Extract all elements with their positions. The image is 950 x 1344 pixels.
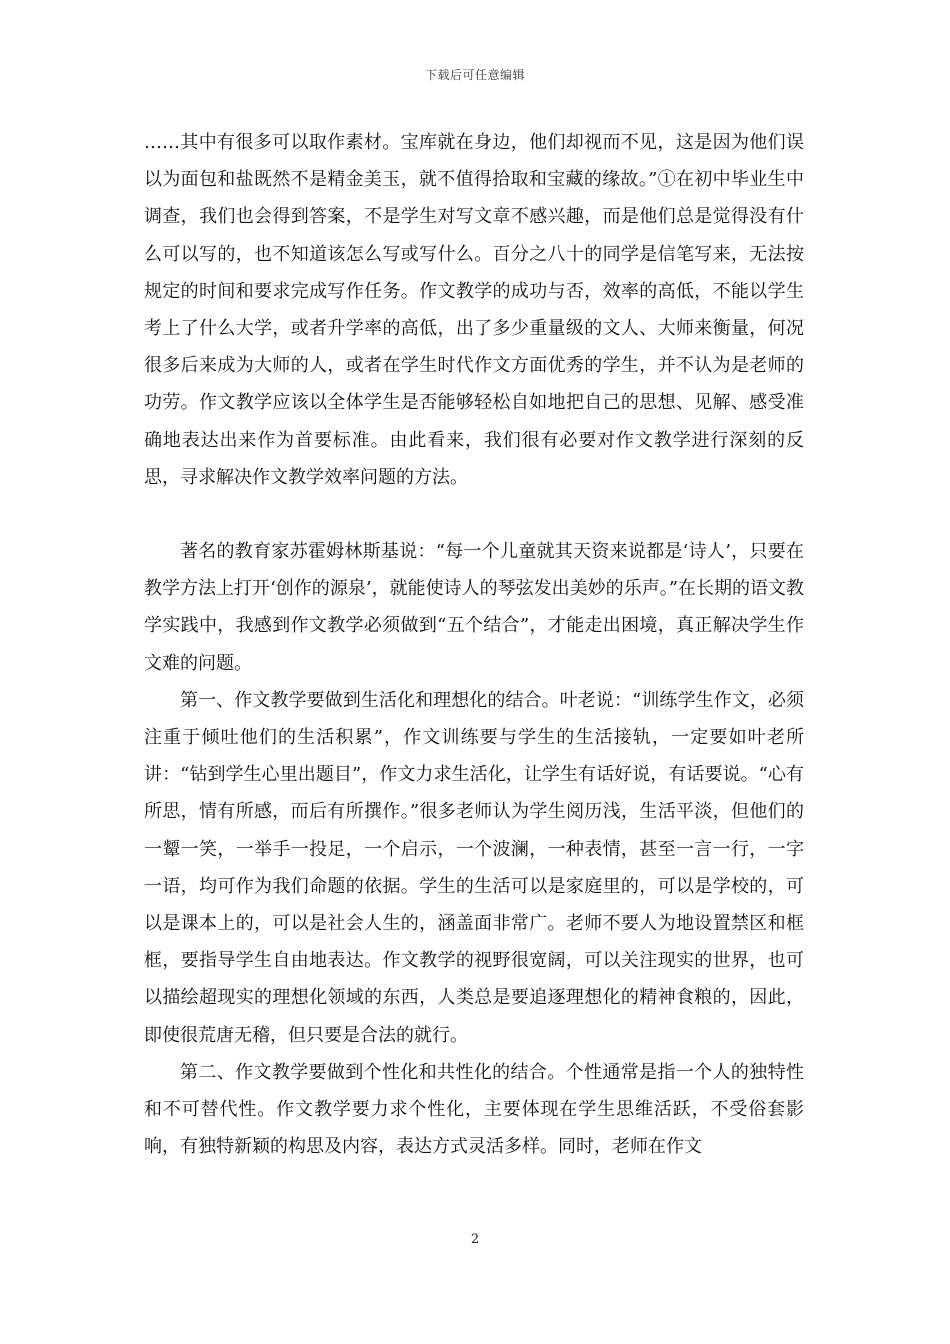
document-body <box>144 124 804 1165</box>
paragraph-point-two: 第二、作文教学要做到个性化和共性化的结合。个性通常是指一个人的独特性和不可替代性。作文教学要力求个性化，主要体现在学生思维活跃，不受俗套影响，有独特新颖的构思及内容，表达方式灵活多样。同时，老师在作文 <box>144 1061 804 1158</box>
paragraph-suhomlinsky-quote: 著名的教育家苏霍姆林斯基说：“每一个儿童就其天资来说都是‘诗人’，只要在教学方法上打开‘创作的源泉’，就能使诗人的琴弦发出美妙的乐声。”在长期的语文教学实践中，我感到作文教学必须做到“五个结合”，才能走出困境，真正解决学生作文难的问题。 <box>144 541 804 674</box>
paragraph-continuation: ……其中有很多可以取作素材。宝库就在身边，他们却视而不见，这是因为他们误以为面包和盐既然不是精金美玉，就不值得拾取和宝藏的缘故。”①在初中毕业生中调查，我们也会得到答案，不是学生对写文章不感兴趣，而是他们总是觉得没有什么可以写的，也不知道该怎么写或写什么。百分之八十的同学是信笔写来，无法按规定的时间和要求完成写作任务。作文教学的成功与否，效率的高低，不能以学生考上了什么大学，或者升学率的高低，出了多少重量级的文人、大师来衡量，何况很多后来成为大师的人，或者在学生时代作文方面优秀的学生，并不认为是老师的功劳。作文教学应该以全体学生是否能够轻松自如地把自己的思想、见解、感受准确地表达出来作为首要标准。由此看来，我们很有必要对作文教学进行深刻的反思，寻求解决作文教学效率问题的方法。 <box>144 132 804 488</box>
page-number: 2 <box>470 1232 480 1247</box>
paragraph-point-one: 第一、作文教学要做到生活化和理想化的结合。叶老说：“训练学生作文，必须注重于倾吐他们的生活积累”，作文训练要与学生的生活接轨，一定要如叶老所讲：“钻到学生心里出题目”，作文力求生活化，让学生有话好说，有话要说。“心有所思，情有所感，而后有所撰作。”很多老师认为学生阅历浅，生活平淡，但他们的一颦一笑，一举手一投足，一个启示，一个波澜，一种表情，甚至一言一行，一字一语，均可作为我们命题的依据。学生的生活可以是家庭里的，可以是学校的，可以是课本上的，可以是社会人生的，涵盖面非常广。老师不要人为地设置禁区和框框，要指导学生自由地表达。作文教学的视野很宽阔，可以关注现实的世界，也可以描绘超现实的理想化领域的东西，人类总是要追逐理想化的精神食粮的，因此，即使很荒唐无稽，但只要是合法的就行。 <box>144 689 804 1046</box>
page-header: 下载后可任意编辑 <box>424 68 525 82</box>
